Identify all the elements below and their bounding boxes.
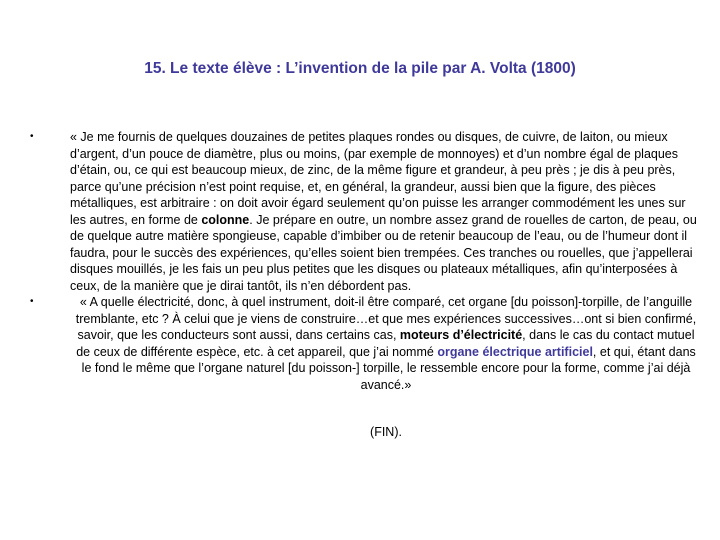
slide-title: 15. Le texte élève : L’invention de la pile par A. Volta (1800): [144, 60, 576, 77]
list-item: [30, 294, 702, 393]
quote-segment: . Je prépare en outre, un nombre assez grand de rouelles de carton, de peau, ou de quelque autre matière spongieuse, capable d’imbiber ou de retenir beaucoup de l’eau, ou de l’humeur dont il faudra, pour le succès des expériences, qu’elles soient bien trempées. Ces tranches ou rouelles, que j’appellerai disques mouillés, je les fais un peu plus petites que les disques ou plateaux métalliques, afin qu’interposées à ceux, de la manière que je dirai tantôt, ils n’en débordent pas.: [70, 212, 697, 293]
quote-segment: , dans le cas du contact mutuel de ceux de différente espèce, etc. à cet appareil, que j’ai nommé: [76, 328, 695, 359]
end-mark: (FIN).: [370, 425, 402, 439]
quote-segment: « A quelle électricité, donc, à quel instrument, doit-il être comparé, cet organe [du poisson]-torpille, de l’anguille tremblante, etc ? À celui que je viens de construire…et que mes expériences successives…ont si bien confirmé, savoir, que les conducteurs sont aussi, dans certains cas,: [75, 295, 697, 342]
bullet-marker: •: [30, 131, 34, 142]
highlight-term-moteurs: moteurs d’électricité: [399, 328, 523, 342]
quote-text-torpille: [70, 294, 702, 393]
end-mark-wrap: [30, 424, 702, 441]
list-item: [30, 129, 702, 294]
quote-text-pile: [70, 129, 702, 294]
quote-segment: « Je me fournis de quelques douzaines de petites plaques rondes ou disques, de cuivre, de laiton, ou mieux d’argent, d’un pouce de diamètre, plus ou moins, (par exemple de monnoyes) et d’un nombre égal de plaques d’étain, ou, ce qui est beaucoup mieux, de zinc, de la même figure et grandeur, à peu près ; je dis à peu près, parce qu’une précision n’est point requise, et, en général, la grandeur, aussi bien que la figure, des pièces métalliques, est arbitraire : on doit avoir égard seulement qu’on puisse les arranger commodément les unes sur les autres, en forme de: [70, 130, 686, 227]
highlight-term-organe: organe électrique artificiel: [437, 344, 593, 359]
quote-list: [30, 129, 702, 393]
bullet-marker: •: [30, 296, 34, 307]
quote-segment: , et qui, étant dans le fond le même que l’organe naturel [du poisson-] torpille, le ressemble encore pour la forme, comme j’ai déjà avancé.»: [81, 344, 696, 392]
highlight-term-colonne: colonne: [201, 212, 250, 227]
